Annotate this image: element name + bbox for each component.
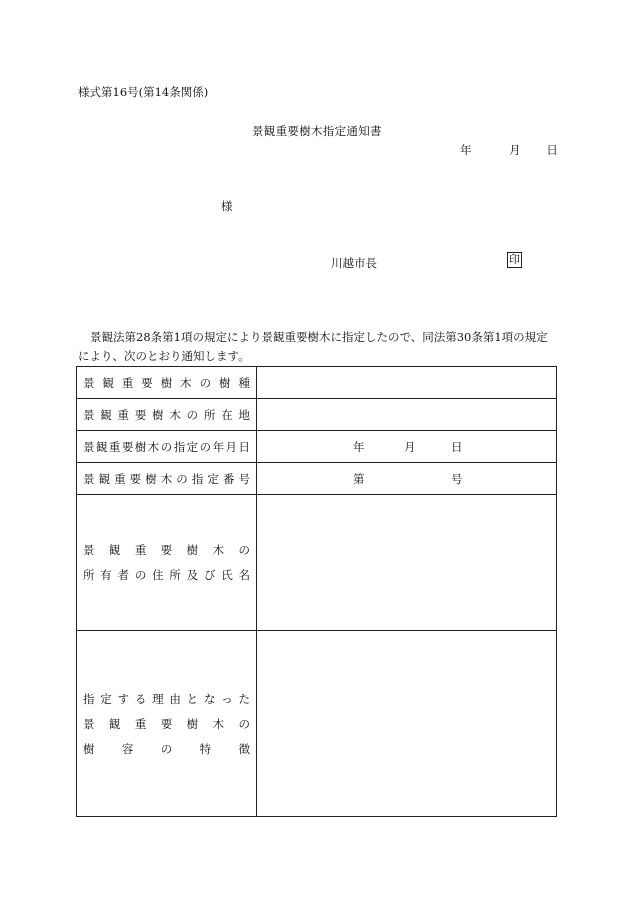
table-row-reason: [77, 631, 556, 816]
date-year-label: 年: [460, 143, 472, 157]
notice-table: [76, 366, 557, 817]
date-month-label: 月: [509, 143, 521, 157]
designation-year-label: 年: [353, 439, 365, 454]
date-day-label: 日: [546, 143, 558, 157]
notice-body-text: 景観法第28条第1項の規定により景観重要樹木に指定したので、同法第30条第1項の規定により、次のとおり通知します。: [78, 330, 548, 363]
designation-number-prefix: 第: [353, 471, 365, 486]
row-label: 景観重要樹木の指定番号: [83, 471, 250, 486]
designation-number-suffix: 号: [451, 471, 463, 486]
row-label-line: 所有者の住所及び氏名: [83, 568, 250, 582]
owner-value-cell[interactable]: [257, 495, 556, 630]
designation-number-value-cell[interactable]: [257, 463, 556, 494]
table-row-location: [77, 399, 556, 431]
row-label-cell: [77, 367, 257, 398]
row-label: 景観重要樹木の樹種: [83, 375, 250, 390]
reason-value-cell[interactable]: [257, 631, 556, 816]
table-row-designation-date: [77, 431, 556, 463]
table-row-owner: [77, 495, 556, 631]
location-value-cell[interactable]: [257, 399, 556, 430]
row-label-line: 景観重要樹木の: [83, 716, 250, 731]
row-label-line: 景観重要樹木の: [83, 543, 250, 557]
row-label-cell: [77, 463, 257, 494]
designation-day-label: 日: [451, 439, 463, 454]
row-label-cell: [77, 495, 257, 630]
row-label: 景観重要樹木の所在地: [83, 407, 250, 422]
seal-mark: 印: [509, 253, 520, 266]
designation-month-label: 月: [404, 439, 416, 454]
row-label-cell: [77, 631, 257, 816]
document-title: 景観重要樹木指定通知書: [252, 124, 382, 138]
row-label-cell: [77, 431, 257, 462]
table-row-designation-number: [77, 463, 556, 495]
issue-date: [460, 142, 558, 158]
row-label-line: 指定する理由となった: [83, 691, 250, 706]
row-label-cell: [77, 399, 257, 430]
designation-date-value-cell[interactable]: [257, 431, 556, 462]
addressee-suffix: 様: [221, 199, 233, 213]
species-value-cell[interactable]: [257, 367, 556, 398]
notice-body: [78, 328, 558, 366]
table-row-species: [77, 367, 556, 399]
issuer-name: 川越市長: [331, 256, 377, 270]
row-label: 景観重要樹木の指定の年月日: [83, 439, 250, 454]
form-number: 様式第16号(第14条関係): [78, 85, 209, 99]
row-label-line: 樹容の特徴: [83, 741, 250, 756]
